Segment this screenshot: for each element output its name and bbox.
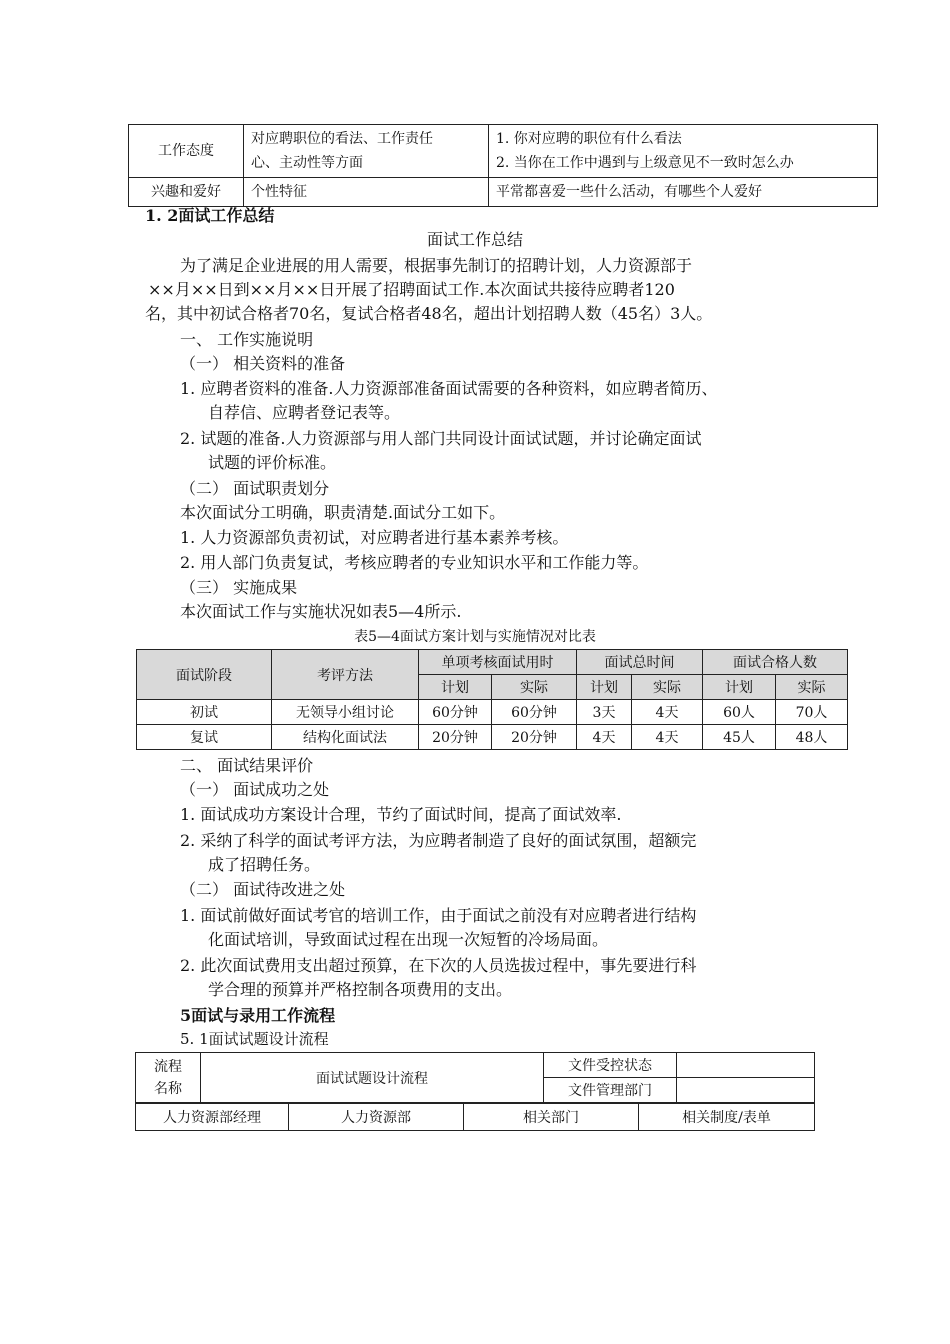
flow-name-value: 面试试题设计流程 [201,1053,544,1103]
header-cell: 考评方法 [272,650,419,700]
flow-header-table [135,1052,815,1103]
column-header: 人力资源部 [289,1104,464,1131]
dept-value [677,1078,815,1103]
column-header: 人力资源部经理 [136,1104,289,1131]
row-label: 工作态度 [158,143,214,159]
list-item: 2. 此次面试费用支出超过预算，在下次的人员选拔过程中，事先要进行科 [180,956,697,975]
part1-sub2: （二） 面试职责划分 [180,479,330,498]
status-label: 文件受控状态 [544,1053,677,1078]
section-heading-1-2: 1. 2面试工作总结 [145,206,275,225]
question-text: 2. 当你在工作中遇到与上级意见不一致时怎么办 [496,155,794,171]
duty-intro: 本次面试分工明确，职责清楚.面试分工如下。 [180,503,506,522]
table-cell: 初试 [137,700,272,725]
header-cell: 计划 [577,675,632,700]
part1-sub1: （一） 相关资料的准备 [180,354,346,373]
list-item: 1. 面试前做好面试考官的培训工作，由于面试之前没有对应聘者进行结构 [180,906,697,925]
list-item: 自荐信、应聘者登记表等。 [208,403,401,422]
list-item: 2. 用人部门负责复试，考核应聘者的专业知识水平和工作能力等。 [180,553,649,572]
table-cell [489,178,878,207]
question-text: 1. 你对应聘的职位有什么看法 [496,131,682,147]
table-row [137,700,848,725]
table-row [137,725,848,750]
comparison-table [136,649,848,750]
flow-name-label: 流程 [154,1058,182,1075]
section-heading-5-1: 5. 1面试试题设计流程 [180,1030,329,1048]
table-cell [244,178,489,207]
part1-title: 一、 工作实施说明 [180,330,314,349]
column-header: 相关部门 [464,1104,639,1131]
table-cell: 3天 [577,700,632,725]
header-cell: 实际 [492,675,577,700]
table-cell: 60分钟 [419,700,492,725]
table-cell: 20分钟 [419,725,492,750]
table-cell: 48人 [776,725,848,750]
section-heading-5: 5面试与录用工作流程 [180,1006,336,1025]
part2-title: 二、 面试结果评价 [180,756,314,775]
header-cell: 计划 [419,675,492,700]
table-cell [136,1053,201,1103]
table-cell: 70人 [776,700,848,725]
table-caption: 表5—4面试方案计划与实施情况对比表 [354,629,596,645]
list-item: 试题的评价标准。 [208,453,337,472]
list-item: 2. 采纳了科学的面试考评方法，为应聘者制造了良好的面试氛围，超额完 [180,831,697,850]
list-item: 学合理的预算并严格控制各项费用的支出。 [208,980,513,999]
table-cell: 无领导小组讨论 [272,700,419,725]
header-cell: 实际 [632,675,703,700]
list-item: 1. 面试成功方案设计合理，节约了面试时间，提高了面试效率. [180,805,622,824]
table-cell: 4天 [577,725,632,750]
intro-line: 名，其中初试合格者70名，复试合格者48名，超出计划招聘人数（45名）3人。 [145,304,713,323]
table-row [136,1104,815,1131]
list-item: 成了招聘任务。 [208,855,321,874]
table-cell: 20分钟 [492,725,577,750]
flow-name-label: 名称 [154,1080,182,1097]
part2-sub2: （二） 面试待改进之处 [180,880,346,899]
list-item: 2. 试题的准备.人力资源部与用人部门共同设计面试试题，并讨论确定面试 [180,429,702,448]
table-cell: 4天 [632,725,703,750]
flow-columns-table [135,1103,815,1131]
part2-sub1: （一） 面试成功之处 [180,780,330,799]
dept-label: 文件管理部门 [544,1078,677,1103]
list-item: 1. 应聘者资料的准备.人力资源部准备面试需要的各种资料，如应聘者简历、 [180,379,718,398]
header-cell: 面试阶段 [137,650,272,700]
table-cell: 45人 [703,725,776,750]
table-cell [244,125,489,178]
header-cell: 计划 [703,675,776,700]
header-cell: 面试总时间 [577,650,703,675]
aspect-text: 对应聘职位的看法、工作责任 [251,131,433,147]
evaluation-table [128,124,878,207]
table-cell: 60人 [703,700,776,725]
list-item: 1. 人力资源部负责初试，对应聘者进行基本素养考核。 [180,528,569,547]
question-text: 平常都喜爱一些什么活动，有哪些个人爱好 [496,184,762,200]
table-header-row [137,650,848,675]
table-cell [489,125,878,178]
table-cell: 结构化面试法 [272,725,419,750]
intro-line: ××月××日到××月××日开展了招聘面试工作.本次面试共接待应聘者120 [148,280,675,299]
table-cell [129,125,244,178]
part1-sub3: （三） 实施成果 [180,578,298,597]
table-cell: 4天 [632,700,703,725]
status-value [677,1053,815,1078]
header-cell: 单项考核面试用时 [419,650,577,675]
list-item: 化面试培训，导致面试过程在出现一次短暂的冷场局面。 [208,930,609,949]
table-cell: 复试 [137,725,272,750]
summary-title: 面试工作总结 [426,230,523,249]
row-label: 兴趣和爱好 [151,184,221,200]
table-row [136,1053,815,1078]
table-cell: 60分钟 [492,700,577,725]
intro-line: 为了满足企业进展的用人需要，根据事先制订的招聘计划，人力资源部于 [180,256,693,275]
header-cell: 实际 [776,675,848,700]
aspect-text: 个性特征 [251,184,307,200]
header-cell: 面试合格人数 [703,650,848,675]
aspect-text: 心、主动性等方面 [251,155,363,171]
table-row [129,125,878,178]
result-intro: 本次面试工作与实施状况如表5—4所示. [180,602,462,621]
column-header: 相关制度/表单 [639,1104,815,1131]
